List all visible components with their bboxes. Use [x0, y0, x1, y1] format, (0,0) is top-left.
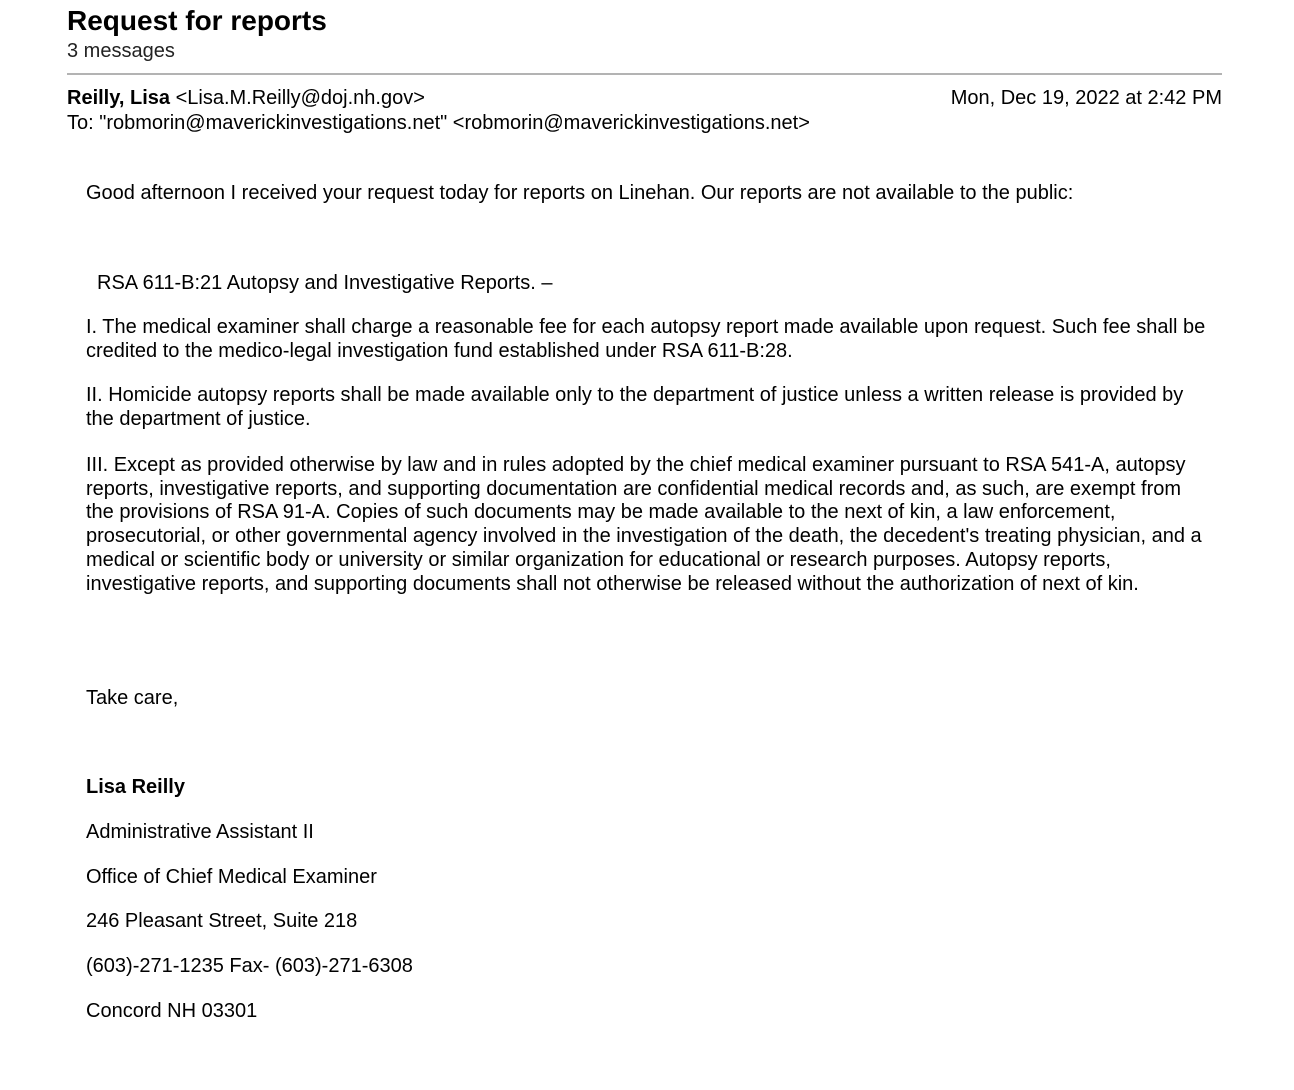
recipient-line [67, 111, 810, 135]
greeting-text: Good afternoon I received your request today for reports on Linehan. Our reports are not available to the public: [86, 182, 1074, 204]
message-count: 3 messages [67, 40, 175, 62]
thread-title: Request for reports [67, 5, 327, 36]
closing-text: Take care, [86, 687, 179, 709]
statute-paragraph-1: I. The medical examiner shall charge a reasonable fee for each autopsy report made available upon request. Such fee shall be credited to the medico-legal investigation fund established under RSA 611-B:28. [86, 316, 1206, 362]
signature-address: 246 Pleasant Street, Suite 218 [86, 910, 358, 932]
signature-city: Concord NH 03301 [86, 1000, 258, 1022]
sender-email[interactable]: <Lisa.M.Reilly@doj.nh.gov> [175, 87, 425, 109]
statute-paragraph-2: II. Homicide autopsy reports shall be made available only to the department of justice unless a written release is provided by the department of justice. [86, 384, 1184, 430]
statute-heading: RSA 611-B:21 Autopsy and Investigative Reports. – [97, 272, 553, 294]
header-divider [67, 73, 1222, 75]
to-label: To: [67, 112, 94, 134]
message-header [67, 86, 1222, 110]
signature-title: Administrative Assistant II [86, 821, 314, 843]
recipient-name: "robmorin@maverickinvestigations.net" [99, 112, 448, 134]
recipient-email[interactable]: <robmorin@maverickinvestigations.net> [452, 112, 810, 134]
sender-name: Reilly, Lisa [67, 87, 171, 109]
signature-name: Lisa Reilly [86, 776, 185, 798]
message-date: Mon, Dec 19, 2022 at 2:42 PM [950, 87, 1222, 109]
signature-phone: (603)-271-1235 Fax- (603)-271-6308 [86, 955, 413, 977]
statute-paragraph-3: III. Except as provided otherwise by law and in rules adopted by the chief medical examiner pursuant to RSA 541-A, autopsy reports, investigative reports, and supporting documentation are confidential medical records and, as such, are exempt from the provisions of RSA 91-A. Copies of such documents may be made available to the next of kin, a law enforcement, prosecutorial, or other governmental agency involved in the investigation of the death, the decedent's treating physician, and a medical or scientific body or university or similar organization for educational or research purposes. Autopsy reports, investigative reports, and supporting documents shall not otherwise be released without the authorization of next of kin. [86, 454, 1202, 595]
signature-office: Office of Chief Medical Examiner [86, 866, 377, 888]
